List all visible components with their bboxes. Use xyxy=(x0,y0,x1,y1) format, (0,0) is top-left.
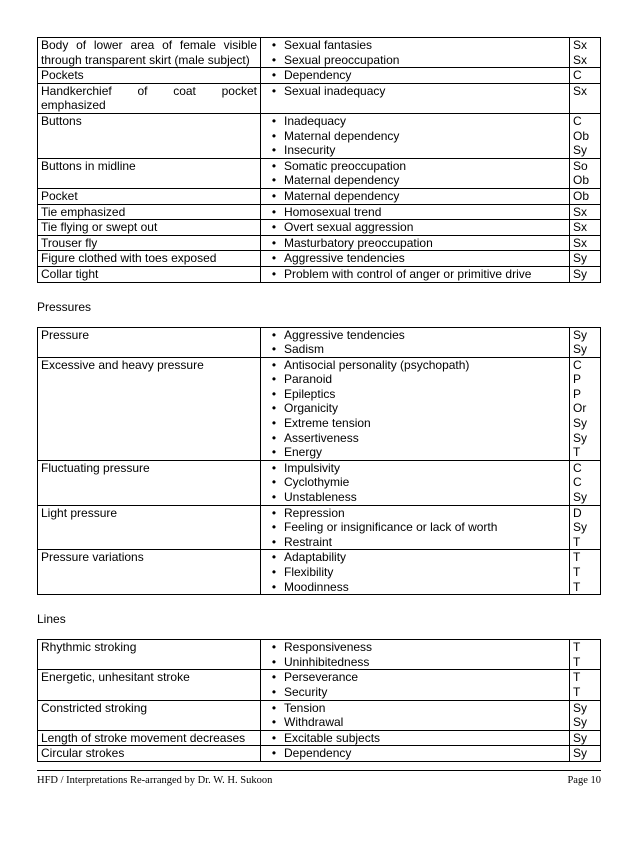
code-value: T xyxy=(573,550,581,565)
bullet-icon: • xyxy=(271,550,277,565)
table-row xyxy=(38,235,601,251)
bullet-icon: • xyxy=(271,38,277,52)
bullet-icon: • xyxy=(271,68,277,83)
code-value: T xyxy=(573,579,581,594)
bullet-icon: • xyxy=(271,204,277,219)
interpretation-item xyxy=(264,640,566,655)
bullet-icon: • xyxy=(271,534,277,549)
table-row xyxy=(38,357,601,460)
feature-cell: Excessive and heavy pressure xyxy=(38,357,261,460)
code-value: Sx xyxy=(573,83,588,98)
interpretation-item xyxy=(264,372,566,387)
interpretation-text: Flexibility xyxy=(284,565,334,579)
code-value: C xyxy=(573,68,582,83)
interpretation-text: Sexual preoccupation xyxy=(284,52,400,67)
interpretation-cell xyxy=(261,38,570,68)
interpretation-item xyxy=(264,189,566,204)
interpretation-text: Withdrawal xyxy=(284,715,344,730)
interpretation-text: Energy xyxy=(284,445,323,460)
table-row xyxy=(38,730,601,746)
code-value: Sx xyxy=(573,220,588,235)
interpretation-item xyxy=(264,550,566,565)
code-cell xyxy=(570,113,601,158)
interpretation-cell xyxy=(261,460,570,505)
table-row xyxy=(38,460,601,505)
table-row xyxy=(38,550,601,595)
interpretation-item xyxy=(264,236,566,251)
code-value: Sx xyxy=(573,52,588,67)
code-value: P xyxy=(573,372,582,387)
section-heading: Pressures xyxy=(37,299,92,314)
interpretation-item xyxy=(264,205,566,220)
bullet-icon: • xyxy=(271,251,277,266)
interpretation-item xyxy=(264,68,566,83)
interpretation-text: Somatic preoccupation xyxy=(284,158,407,173)
interpretation-item xyxy=(264,251,566,266)
interpretation-cell xyxy=(261,640,570,670)
table-row xyxy=(38,251,601,267)
interpretation-item xyxy=(264,358,566,373)
bullet-icon: • xyxy=(271,401,277,416)
interpretation-text: Homosexual trend xyxy=(284,204,382,219)
interpretation-item xyxy=(264,520,566,535)
table-row xyxy=(38,38,601,68)
code-cell xyxy=(570,188,601,204)
bullet-icon: • xyxy=(271,83,277,98)
code-cell xyxy=(570,700,601,730)
bullet-icon: • xyxy=(271,475,277,490)
interpretation-item xyxy=(264,565,566,580)
interpretation-text: Tension xyxy=(284,700,326,715)
interpretation-item xyxy=(264,143,566,158)
table-row xyxy=(38,83,601,113)
bullet-icon: • xyxy=(271,327,277,342)
interpretation-cell xyxy=(261,550,570,595)
feature-cell: Buttons xyxy=(38,113,261,158)
code-cell xyxy=(570,460,601,505)
interpretation-cell xyxy=(261,730,570,746)
interpretation-item xyxy=(264,685,566,700)
bullet-icon: • xyxy=(271,372,277,387)
interpretation-item xyxy=(264,53,566,68)
code-value: Sy xyxy=(573,342,588,357)
interpretation-text: Antisocial personality (psychopath) xyxy=(284,357,470,372)
table-row xyxy=(38,188,601,204)
interpretation-item xyxy=(264,475,566,490)
interpretation-item xyxy=(264,342,566,357)
interpretation-text: Insecurity xyxy=(284,143,336,158)
interpretation-text: Sadism xyxy=(284,342,325,357)
code-value: Sy xyxy=(573,746,588,761)
code-value: C xyxy=(573,357,582,372)
interpretation-text: Problem with control of anger or primitive drive xyxy=(284,266,532,281)
code-cell xyxy=(570,505,601,550)
bullet-icon: • xyxy=(271,640,277,655)
code-value: Sy xyxy=(573,416,588,431)
interpretation-text: Responsiveness xyxy=(284,640,373,655)
feature-cell: Length of stroke movement decreases xyxy=(38,730,261,746)
interpretation-item xyxy=(264,445,566,460)
table-row xyxy=(38,266,601,282)
interpretation-cell xyxy=(261,204,570,220)
bullet-icon: • xyxy=(271,266,277,281)
bullet-icon: • xyxy=(271,113,277,128)
code-cell xyxy=(570,327,601,357)
interpretation-text: Aggressive tendencies xyxy=(284,327,405,342)
code-cell xyxy=(570,746,601,762)
interpretation-text: Repression xyxy=(284,505,345,520)
feature-cell: Circular strokes xyxy=(38,746,261,762)
interpretation-item xyxy=(264,267,566,282)
bullet-icon: • xyxy=(271,173,277,188)
interpretation-item xyxy=(264,38,566,53)
code-cell xyxy=(570,640,601,670)
interpretation-text: Assertiveness xyxy=(284,430,359,445)
table-row xyxy=(38,327,601,357)
interpretation-text: Dependency xyxy=(284,68,352,83)
code-cell xyxy=(570,68,601,84)
interpretation-item xyxy=(264,701,566,716)
feature-cell: Constricted stroking xyxy=(38,700,261,730)
section-heading: Lines xyxy=(37,612,66,627)
interpretation-item xyxy=(264,535,566,550)
interpretation-text: Dependency xyxy=(284,746,352,761)
interpretation-text: Organicity xyxy=(284,401,339,416)
interpretation-cell xyxy=(261,235,570,251)
code-value: Sx xyxy=(573,38,588,52)
feature-cell: Tie flying or swept out xyxy=(38,220,261,236)
interpretation-item xyxy=(264,461,566,476)
code-value: Sx xyxy=(573,204,588,219)
code-cell xyxy=(570,550,601,595)
code-value: C xyxy=(573,460,582,475)
feature-cell: Light pressure xyxy=(38,505,261,550)
code-value: T xyxy=(573,640,581,655)
interpretation-text: Cyclothymie xyxy=(284,475,350,490)
code-cell xyxy=(570,204,601,220)
footer-page-number: Page 10 xyxy=(567,775,601,786)
interpretation-cell xyxy=(261,158,570,188)
feature-cell: Rhythmic stroking xyxy=(38,640,261,670)
feature-cell: Energetic, unhesitant stroke xyxy=(38,670,261,700)
code-value: Sy xyxy=(573,520,588,535)
interpretation-text: Sexual inadequacy xyxy=(284,83,386,98)
bullet-icon: • xyxy=(271,490,277,505)
interpretation-item xyxy=(264,159,566,174)
code-value: Sy xyxy=(573,143,588,158)
code-value: Sy xyxy=(573,251,588,266)
table-row xyxy=(38,220,601,236)
feature-cell: Trouser fly xyxy=(38,235,261,251)
interpretation-text: Perseverance xyxy=(284,670,359,685)
code-value: T xyxy=(573,654,581,669)
interpretation-text: Maternal dependency xyxy=(284,188,400,203)
interpretation-item xyxy=(264,84,566,99)
interpretation-cell xyxy=(261,327,570,357)
code-value: So xyxy=(573,158,588,173)
bullet-icon: • xyxy=(271,386,277,401)
interpretation-item xyxy=(264,490,566,505)
interpretation-text: Maternal dependency xyxy=(284,128,400,143)
code-value: T xyxy=(573,565,581,579)
interpretation-text: Sexual fantasies xyxy=(284,38,373,52)
interpretation-text: Adaptability xyxy=(284,550,347,565)
interpretation-item xyxy=(264,670,566,685)
interpretation-text: Paranoid xyxy=(284,372,333,387)
interpretation-text: Moodinness xyxy=(284,579,349,594)
interpretation-item xyxy=(264,220,566,235)
feature-cell: Body of lower area of female visible through transparent skirt (male subject) xyxy=(38,38,261,68)
code-value: Sy xyxy=(573,715,588,730)
interpretation-item xyxy=(264,114,566,129)
interpretation-text: Extreme tension xyxy=(284,416,371,431)
interpretation-item xyxy=(264,129,566,144)
code-cell xyxy=(570,220,601,236)
feature-cell: Handkerchief of coat pocket emphasized xyxy=(38,83,261,113)
bullet-icon: • xyxy=(271,357,277,372)
table-row xyxy=(38,204,601,220)
interpretation-text: Inadequacy xyxy=(284,113,347,128)
interpretation-text: Uninhibitedness xyxy=(284,654,370,669)
bullet-icon: • xyxy=(271,700,277,715)
code-value: Sy xyxy=(573,730,588,745)
bullet-icon: • xyxy=(271,715,277,730)
interpretation-item xyxy=(264,328,566,343)
interpretation-text: Masturbatory preoccupation xyxy=(284,235,433,250)
code-value: Sy xyxy=(573,430,588,445)
table-row xyxy=(38,700,601,730)
interpretation-cell xyxy=(261,700,570,730)
interpretation-text: Restraint xyxy=(284,534,333,549)
code-value: Sx xyxy=(573,235,588,250)
code-value: Ob xyxy=(573,188,590,203)
footer-attribution: HFD / Interpretations Re-arranged by Dr. W. H. Sukoon xyxy=(37,775,273,786)
code-cell xyxy=(570,266,601,282)
feature-cell: Fluctuating pressure xyxy=(38,460,261,505)
interpretation-cell xyxy=(261,251,570,267)
interpretation-text: Unstableness xyxy=(284,490,357,505)
bullet-icon: • xyxy=(271,684,277,699)
bullet-icon: • xyxy=(271,235,277,250)
bullet-icon: • xyxy=(271,730,277,745)
bullet-icon: • xyxy=(271,430,277,445)
interpretation-text: Aggressive tendencies xyxy=(284,251,405,266)
interpretation-item xyxy=(264,416,566,431)
table-row xyxy=(38,68,601,84)
bullet-icon: • xyxy=(271,445,277,460)
interpretation-cell xyxy=(261,220,570,236)
interpretation-text: Feeling or insignificance or lack of worth xyxy=(284,520,498,535)
interpretation-table xyxy=(37,327,601,596)
table-row xyxy=(38,670,601,700)
code-value: T xyxy=(573,534,581,549)
interpretation-table xyxy=(37,639,601,762)
bullet-icon: • xyxy=(271,505,277,520)
bullet-icon: • xyxy=(271,220,277,235)
code-value: Sy xyxy=(573,700,588,715)
interpretation-cell xyxy=(261,113,570,158)
code-value: T xyxy=(573,684,581,699)
bullet-icon: • xyxy=(271,52,277,67)
interpretation-cell xyxy=(261,670,570,700)
table-row xyxy=(38,113,601,158)
interpretation-table xyxy=(37,37,601,283)
bullet-icon: • xyxy=(271,670,277,685)
interpretation-item xyxy=(264,731,566,746)
interpretation-cell xyxy=(261,266,570,282)
interpretation-text: Overt sexual aggression xyxy=(284,220,414,235)
feature-cell: Pressure xyxy=(38,327,261,357)
feature-cell: Tie emphasized xyxy=(38,204,261,220)
code-value: Ob xyxy=(573,128,590,143)
interpretation-text: Security xyxy=(284,684,328,699)
interpretation-item xyxy=(264,506,566,521)
bullet-icon: • xyxy=(271,746,277,761)
bullet-icon: • xyxy=(271,128,277,143)
interpretation-item xyxy=(264,715,566,730)
code-value: D xyxy=(573,505,582,520)
code-value: Sy xyxy=(573,266,588,281)
code-cell xyxy=(570,357,601,460)
bullet-icon: • xyxy=(271,654,277,669)
feature-cell: Figure clothed with toes exposed xyxy=(38,251,261,267)
code-cell xyxy=(570,235,601,251)
bullet-icon: • xyxy=(271,342,277,357)
bullet-icon: • xyxy=(271,188,277,203)
code-value: Ob xyxy=(573,173,590,188)
code-cell xyxy=(570,38,601,68)
page-footer xyxy=(37,770,601,786)
interpretation-text: Maternal dependency xyxy=(284,173,400,188)
interpretation-text: Epileptics xyxy=(284,386,336,401)
code-value: C xyxy=(573,113,582,128)
bullet-icon: • xyxy=(271,158,277,173)
interpretation-item xyxy=(264,431,566,446)
interpretation-item xyxy=(264,655,566,670)
interpretation-cell xyxy=(261,746,570,762)
code-value: P xyxy=(573,386,582,401)
feature-cell: Pockets xyxy=(38,68,261,84)
code-cell xyxy=(570,730,601,746)
code-value: T xyxy=(573,445,581,460)
interpretation-item xyxy=(264,746,566,761)
feature-cell: Pressure variations xyxy=(38,550,261,595)
interpretation-cell xyxy=(261,68,570,84)
code-value: Sy xyxy=(573,490,588,505)
table-row xyxy=(38,158,601,188)
bullet-icon: • xyxy=(271,416,277,431)
code-cell xyxy=(570,251,601,267)
code-value: T xyxy=(573,670,581,685)
interpretation-cell xyxy=(261,188,570,204)
table-row xyxy=(38,640,601,670)
code-value: Sy xyxy=(573,327,588,342)
bullet-icon: • xyxy=(271,565,277,579)
feature-cell: Buttons in midline xyxy=(38,158,261,188)
table-row xyxy=(38,746,601,762)
code-cell xyxy=(570,670,601,700)
interpretation-cell xyxy=(261,505,570,550)
interpretation-item xyxy=(264,387,566,402)
bullet-icon: • xyxy=(271,460,277,475)
document-page xyxy=(37,37,601,762)
code-value: Or xyxy=(573,401,587,416)
interpretation-cell xyxy=(261,83,570,113)
interpretation-item xyxy=(264,580,566,595)
bullet-icon: • xyxy=(271,520,277,535)
code-value: C xyxy=(573,475,582,490)
table-row xyxy=(38,505,601,550)
interpretation-text: Impulsivity xyxy=(284,460,341,475)
interpretation-item xyxy=(264,173,566,188)
bullet-icon: • xyxy=(271,143,277,158)
bullet-icon: • xyxy=(271,579,277,594)
interpretation-text: Excitable subjects xyxy=(284,730,381,745)
feature-cell: Collar tight xyxy=(38,266,261,282)
interpretation-cell xyxy=(261,357,570,460)
feature-cell: Pocket xyxy=(38,188,261,204)
code-cell xyxy=(570,158,601,188)
code-cell xyxy=(570,83,601,113)
interpretation-item xyxy=(264,401,566,416)
